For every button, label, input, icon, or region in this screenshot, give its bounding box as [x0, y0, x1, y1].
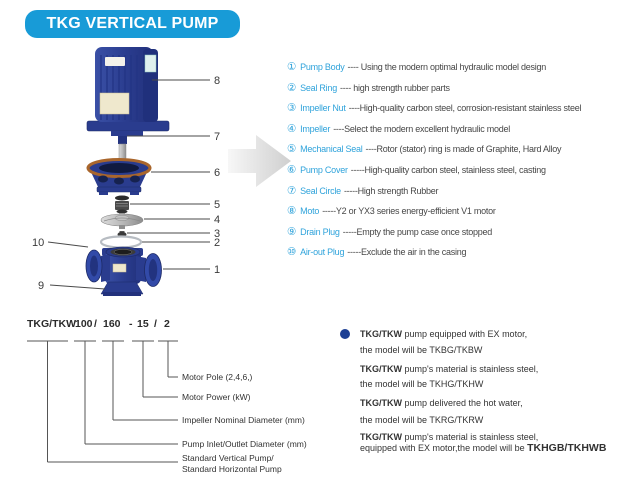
note-text: the model will be TKRG/TKRW	[360, 415, 484, 425]
model-label-motor-power: Motor Power (kW)	[182, 392, 251, 402]
note-bold: TKG/TKW	[360, 364, 402, 374]
circled-number: ②	[287, 81, 297, 94]
note-line	[360, 414, 483, 426]
note-bold: TKG/TKW	[360, 432, 402, 442]
part-name: Mechanical Seal	[300, 144, 363, 155]
callout-8: 8	[214, 75, 221, 87]
note-text: the model will be TKHG/TKHW	[360, 379, 484, 389]
callout-5: 5	[214, 199, 221, 211]
model-code-dash: -	[129, 318, 133, 330]
note-line	[360, 378, 483, 390]
note-line	[360, 328, 527, 340]
right-arrow-icon	[228, 134, 297, 190]
note-bold: TKG/TKW	[360, 329, 402, 339]
note-line	[360, 344, 482, 356]
note-line	[360, 397, 523, 409]
callout-2: 2	[214, 237, 221, 249]
note-text: pump's material is stainless steel,	[402, 432, 539, 442]
note-text: the model will be TKBG/TKBW	[360, 345, 483, 355]
circled-number: ⑤	[287, 143, 297, 156]
part-description: -----High strength Rubber	[343, 185, 439, 196]
impeller-illustration	[101, 213, 143, 229]
circled-number: ⑩	[287, 246, 297, 259]
part-name: Seal Ring	[300, 82, 337, 93]
callout-4: 4	[214, 214, 221, 226]
bullet-icon	[340, 329, 350, 339]
model-code-inlet: 100	[75, 318, 93, 330]
part-name: Moto	[300, 206, 320, 217]
part-description: -----Empty the pump case once stopped	[342, 226, 493, 237]
callout-3: 3	[214, 228, 221, 240]
model-code-pole: 2	[164, 318, 170, 330]
note-line	[360, 442, 606, 454]
callout-9: 9	[38, 280, 45, 292]
model-label-standard	[182, 453, 282, 475]
exploded-pump-diagram	[15, 42, 230, 304]
note-bold: TKG/TKW	[360, 398, 402, 408]
callout-6: 6	[214, 167, 221, 179]
model-label-inlet-outlet: Pump Inlet/Outlet Diameter (mm)	[182, 439, 307, 449]
model-code-slash2: /	[154, 318, 157, 330]
circled-number: ①	[287, 61, 297, 73]
page-title: TKG VERTICAL PUMP	[46, 15, 219, 32]
callout-7: 7	[214, 131, 221, 143]
note-text: pump delivered the hot water,	[402, 398, 523, 408]
note-text: pump equipped with EX motor,	[402, 329, 528, 339]
part-description: ----Select the modern excellent hydraulic model	[333, 123, 511, 134]
header-banner	[25, 10, 240, 38]
part-description: -----Exclude the air in the casing	[347, 247, 467, 258]
circled-number: ⑥	[287, 163, 297, 176]
motor-illustration	[87, 47, 169, 136]
model-code-slash: /	[94, 318, 97, 330]
model-code-impeller: 160	[103, 318, 121, 330]
model-code-power: 15	[137, 318, 149, 330]
model-code-series: TKG/TKW	[27, 318, 76, 330]
circled-number: ⑨	[287, 225, 297, 238]
part-name: Pump Cover	[300, 164, 348, 175]
model-label-standard-line2: Standard Horizontal Pump	[182, 464, 282, 474]
part-description: ----Rotor (stator) ring is made of Graphite, Hard Alloy	[365, 144, 562, 155]
model-label-standard-line1: Standard Vertical Pump/	[182, 453, 274, 463]
model-label-motor-pole: Motor Pole (2,4,6,)	[182, 372, 253, 382]
note-model: TKHGB/TKHWB	[527, 442, 607, 454]
callout-10: 10	[32, 237, 45, 249]
part-description: -----Y2 or YX3 series energy-efficient V1 motor	[322, 206, 496, 217]
part-name: Impeller	[300, 123, 331, 134]
mechanical-seal-illustration	[115, 196, 129, 214]
part-name: Pump Body	[300, 62, 345, 72]
circled-number: ⑦	[287, 184, 297, 197]
model-variant-notes	[360, 0, 615, 500]
part-description: ---- Using the modern optimal hydraulic model design	[347, 62, 547, 72]
circled-number: ⑧	[287, 205, 297, 218]
note-line	[360, 363, 538, 375]
part-name: Impeller Nut	[300, 103, 346, 114]
model-label-impeller-diameter: Impeller Nominal Diameter (mm)	[182, 415, 305, 425]
pump-cover-illustration	[88, 160, 150, 196]
part-description: -----High-quality carbon steel, stainless steel, casting	[350, 164, 546, 175]
note-text: pump's material is stainless steel,	[402, 364, 539, 374]
circled-number: ④	[287, 122, 297, 135]
part-name: Seal Circle	[300, 185, 341, 196]
part-name: Air-out Plug	[300, 247, 345, 258]
part-description: ----High-quality carbon steel, corrosion-resistant stainless steel	[348, 103, 582, 114]
note-text: equipped with EX motor,the model will be	[360, 443, 528, 453]
part-description: ---- high strength rubber parts	[339, 82, 450, 93]
seal-ring-illustration	[101, 237, 141, 248]
circled-number: ③	[287, 102, 297, 115]
part-name: Drain Plug	[300, 226, 340, 237]
callout-1: 1	[214, 264, 221, 276]
